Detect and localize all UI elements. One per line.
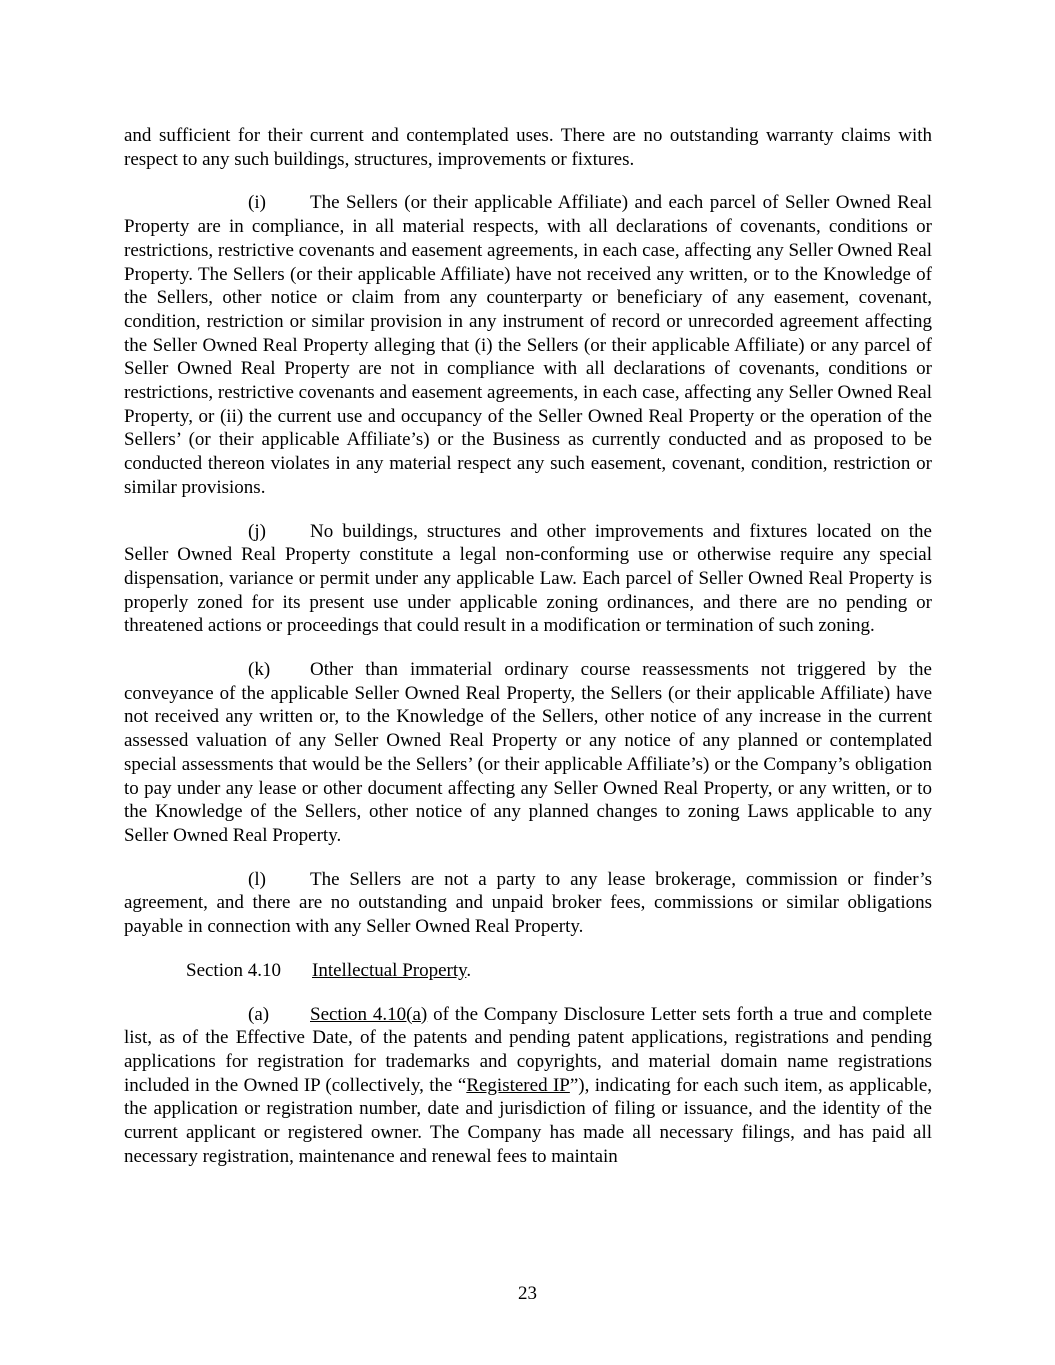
section-title: Intellectual Property xyxy=(312,959,467,981)
paragraph-a xyxy=(124,1003,932,1169)
section-heading xyxy=(124,959,932,983)
intro-paragraph xyxy=(124,124,932,171)
section-title-suffix: . xyxy=(466,959,472,981)
paragraph-text: Other than immaterial ordinary course reassessments not triggered by the conveyance of the applicable Seller Owned Real Property, the Sellers (or their applicable Affiliate) have not received any written or, to the Knowledge of the Sellers, other notice of any increase in the current assessed valuation of any Seller Owned Real Property or any notice of any planned or contemplated special assessments that would be the Sellers’ (or their applicable Affiliate’s) or the Company’s obligation to pay under any lease or other document affecting any Seller Owned Real Property, or any written, or to the Knowledge of the Sellers, other notice of any planned changes to zoning Laws applicable to any Seller Owned Real Property. xyxy=(124,659,932,846)
paragraph-text: of the Company Disclosure Letter sets forth a true and complete list, as of the Effective Date, of the patents and pending patent applications, registrations and pending applications for registration for trademarks and copyrights, and material domain name registrations included in the Owned IP (collectively, the “ xyxy=(124,1003,933,1096)
paragraph-l xyxy=(124,868,932,939)
paragraph-text: The Sellers (or their applicable Affiliate) and each parcel of Seller Owned Real Property are in compliance, in all material respects, with all declarations of covenants, conditions or restrictions, restrictive covenants and easement agreements, in each case, affecting any Seller Owned Real Property. The Sellers (or their applicable Affiliate) have not received any written, or to the Knowledge of the Sellers, other notice or claim from any counterparty or beneficiary of any easement, covenant, condition, restriction or similar provision in any instrument of record or unrecorded agreement affecting the Seller Owned Real Property alleging that (i) the Sellers (or their applicable Affiliate) or any parcel of Seller Owned Real Property are not in compliance with all declarations of covenants, conditions or restrictions, restrictive covenants and easement agreements, in each case, affecting any Seller Owned Real Property, or (ii) the current use and occupancy of the Seller Owned Real Property or the operation of the Sellers’ (or their applicable Affiliate’s) or the Business as currently conducted and as proposed to be conducted thereon violates in any material respect any such easement, covenant, condition, restriction or similar provisions. xyxy=(124,192,932,498)
defined-term: Registered IP xyxy=(466,1074,570,1096)
paragraph-j xyxy=(124,520,932,639)
document-page xyxy=(124,124,932,1188)
paragraph-text: No buildings, structures and other improvements and fixtures located on the Seller Owned Real Property constitute a legal non-conforming use or otherwise require any special dispensation, variance or permit under any applicable Law. Each parcel of Seller Owned Real Property is properly zoned for its present use under applicable zoning ordinances, and there are no pending or threatened actions or proceedings that could result in a modification or termination of such zoning. xyxy=(124,520,932,637)
section-number: Section 4.10 xyxy=(186,959,281,981)
page-number: 23 xyxy=(518,1283,537,1304)
paragraph-marker: (a) xyxy=(248,1003,270,1025)
paragraph-text-continued: ”), indicating for each such item, as applicable, the application or registration number, date and jurisdiction of filing or issuance, and the identity of the current applicant or registered owner. The Company has made all necessary filings, and has paid all necessary registration, maintenance and renewal fees to maintain xyxy=(124,1074,933,1167)
paragraph-k xyxy=(124,658,932,848)
section-reference: Section 4.10(a) xyxy=(310,1003,428,1025)
paragraph-marker: (k) xyxy=(248,659,271,681)
paragraph-i xyxy=(124,191,932,499)
paragraph-text: The Sellers are not a party to any lease brokerage, commission or finder’s agreement, and there are no outstanding and unpaid broker fees, commissions or similar obligations payable in connection with any Seller Owned Real Property. xyxy=(124,868,932,938)
paragraph-marker: (i) xyxy=(248,192,266,214)
paragraph-marker: (l) xyxy=(248,868,266,890)
paragraph-marker: (j) xyxy=(248,520,266,542)
intro-text: and sufficient for their current and contemplated uses. There are no outstanding warranty claims with respect to any such buildings, structures, improvements or fixtures. xyxy=(124,125,932,170)
